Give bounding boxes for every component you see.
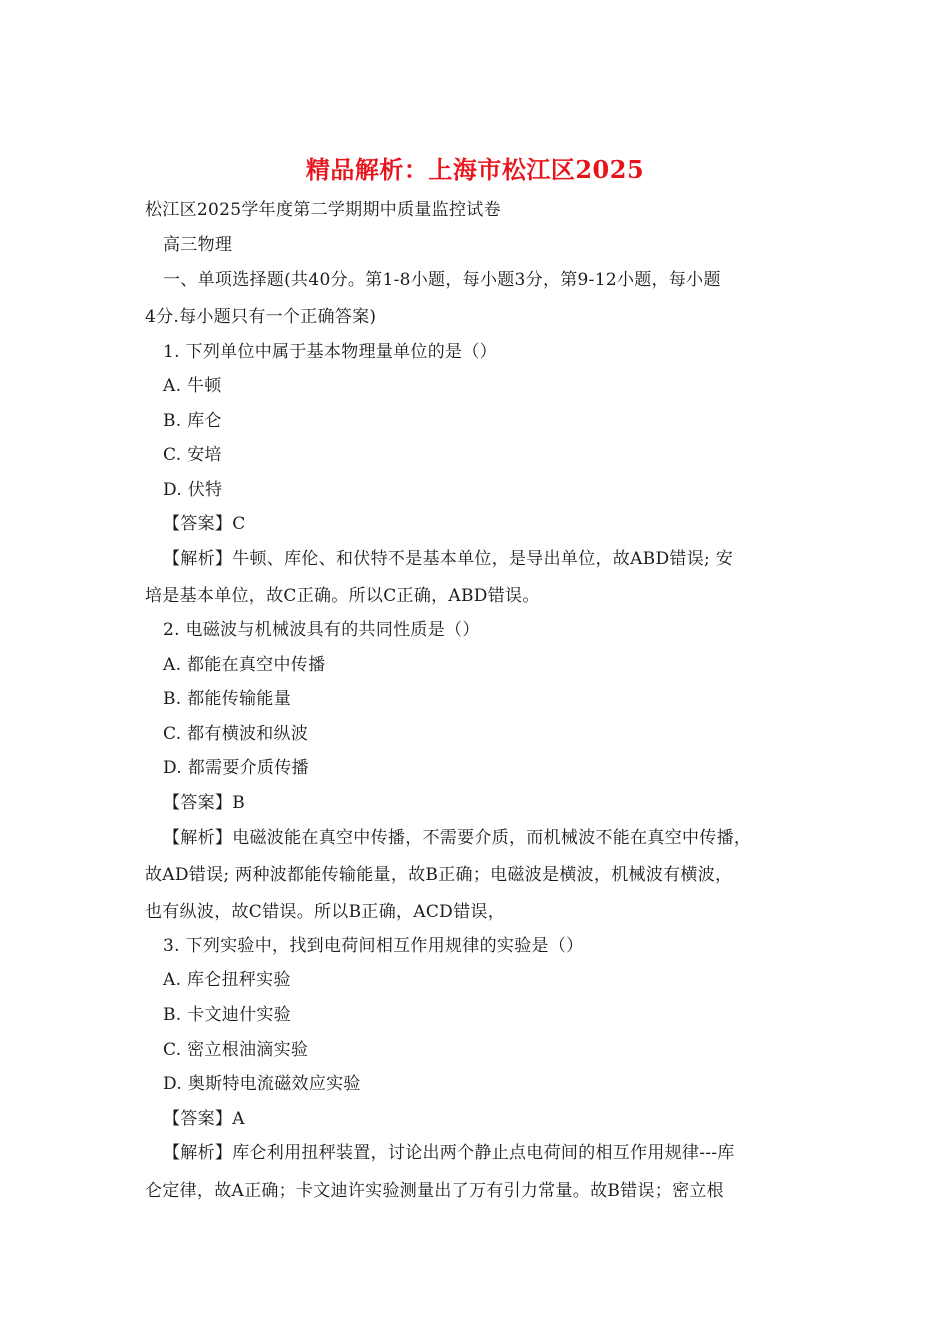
q1-option-a: A. 牛顿 [163, 376, 222, 396]
q2-analysis-line3: 也有纵波，故C错误。所以B正确，ACD错误， [145, 902, 506, 922]
q3-option-a: A. 库仑扭秤实验 [163, 970, 291, 990]
q1-option-b: B. 库仑 [163, 411, 222, 431]
q3-analysis-line2: 仑定律，故A正确；卡文迪许实验测量出了万有引力常量。故B错误；密立根 [145, 1181, 724, 1201]
q3-analysis-line1: 【解析】库仑利用扭秤装置，讨论出两个静止点电荷间的相互作用规律---库 [163, 1143, 735, 1163]
q2-answer: 【答案】B [163, 793, 245, 813]
exam-title: 松江区2025学年度第二学期期中质量监控试卷 [145, 200, 501, 220]
q3-stem: 3. 下列实验中，找到电荷间相互作用规律的实验是（） [163, 936, 584, 956]
q1-analysis-line1: 【解析】牛顿、库伦、和伏特不是基本单位，是导出单位，故ABD错误; 安 [163, 549, 734, 569]
q2-option-a: A. 都能在真空中传播 [163, 655, 326, 675]
q1-stem: 1. 下列单位中属于基本物理量单位的是（） [163, 342, 497, 362]
q2-analysis-line1: 【解析】电磁波能在真空中传播，不需要介质，而机械波不能在真空中传播， [163, 828, 752, 848]
q2-stem: 2. 电磁波与机械波具有的共同性质是（） [163, 620, 480, 640]
q1-option-d: D. 伏特 [163, 480, 223, 500]
q3-option-d: D. 奥斯特电流磁效应实验 [163, 1074, 361, 1094]
document-title: 精品解析：上海市松江区2025 [305, 155, 645, 184]
q3-option-b: B. 卡文迪什实验 [163, 1005, 291, 1025]
q1-analysis-line2: 培是基本单位，故C正确。所以C正确，ABD错误。 [145, 586, 540, 606]
q3-option-c: C. 密立根油滴实验 [163, 1040, 309, 1060]
section-heading-line2: 4分.每小题只有一个正确答案) [145, 307, 377, 327]
q1-answer: 【答案】C [163, 514, 246, 534]
q1-option-c: C. 安培 [163, 445, 222, 465]
q2-option-c: C. 都有横波和纵波 [163, 724, 309, 744]
q3-answer: 【答案】A [163, 1109, 245, 1129]
subject-line: 高三物理 [163, 235, 233, 255]
q2-option-d: D. 都需要介质传播 [163, 758, 309, 778]
q2-analysis-line2: 故AD错误; 两种波都能传输能量，故B正确；电磁波是横波，机械波有横波， [145, 865, 733, 885]
section-heading-line1: 一、单项选择题(共40分。第1-8小题，每小题3分，第9-12小题，每小题 [163, 270, 721, 290]
q2-option-b: B. 都能传输能量 [163, 689, 291, 709]
